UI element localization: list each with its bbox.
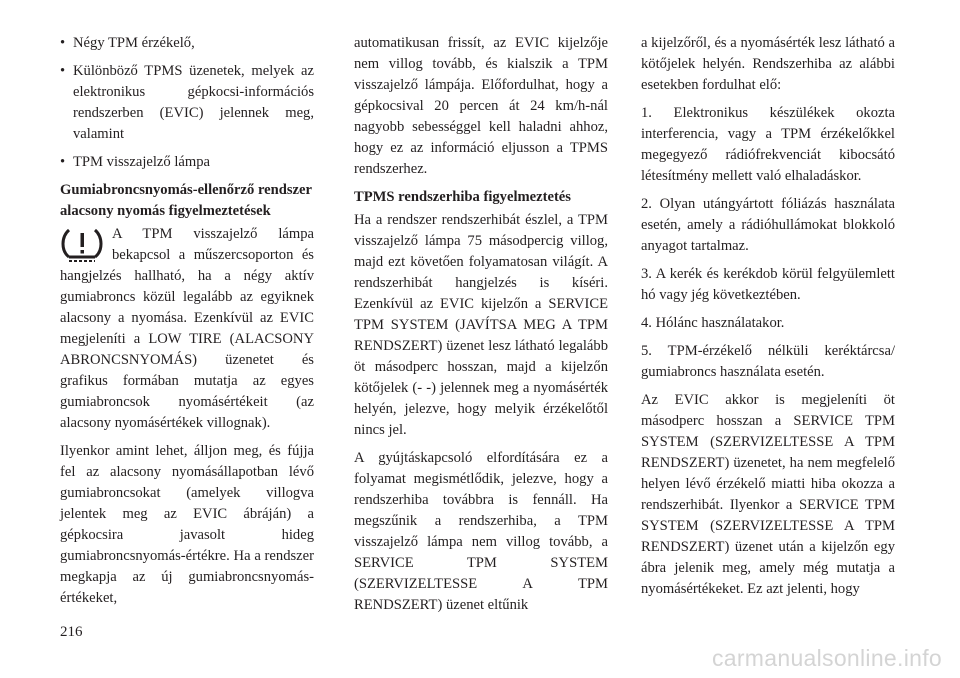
list-item: 5. TPM-érzékelő nélküli keréktárcsa/ gumiabroncs használata esetén. [641, 343, 895, 380]
list-item: 2. Olyan utángyártott fóliázás használata esetén, amely a rádióhullámokat blokkoló anyagot tartalmaz. [641, 196, 895, 254]
bullet-dot: • [60, 35, 66, 51]
paragraph: Az EVIC akkor is megjeleníti öt másodperc hosszan a SERVICE TPM SYSTEM (SZERVIZELTESSE A TPM RENDSZERT) üzenetet, ha nem megfelelő helyen lévő érzékelő miatti hiba okozza a rendszerhibát. Ilyenkor a SERVICE TPM SYSTEM (SZERVIZELTESSE A TPM RENDSZERT) üzenet után a kijelzőn egy ábra jelenik meg, amely még mutatja a nyomásértékeket. Ez azt jelenti, hogy [641, 392, 895, 597]
list-item: 3. A kerék és kerékdob körül felgyülemlett hó vagy jég következtében. [641, 266, 895, 303]
list-item: 1. Elektronikus készülékek okozta interferencia, vagy a TPM érzékelőkkel megegyező rádiófrekvenciát kibocsátó létesítmény mellett való elhaladáskor. [641, 105, 895, 184]
column-middle [354, 33, 608, 623]
section-heading: Gumiabroncsnyomás-ellenőrző rendszer alacsony nyomás figyelmeztetések [60, 182, 312, 219]
paragraph: Ha a rendszer rendszerhibát észlel, a TPM visszajelző lámpa 75 másodpercig villog, majd ezt követően folyamatosan világít. A rendszerhibát hangjelzés is kíséri. Ezenkívül az EVIC kijelzőn a SERVICE TPM SYSTEM (JAVÍTSA MEG A TPM RENDSZERT) üzenet lesz látható legalább öt másodperc hosszan, majd a kijelzőn kötőjelek (- -) jelennek meg a nyomásérték helyén, jelezve, hogy melyik érzékelőtől nincs jel. [354, 212, 608, 438]
paragraph: automatikusan frissít, az EVIC kijelzője nem villog tovább, és kialszik a TPM visszajelző lámpája. Előfordulhat, hogy a gépkocsival 20 percen át 24 km/h-nál nagyobb sebességgel kell haladni ahhoz, hogy ez az információ eljusson a TPMS rendszerhez. [354, 35, 608, 177]
bullet-dot: • [60, 63, 66, 79]
list-item [60, 61, 314, 145]
bullet-text: Különböző TPMS üzenetek, melyek az elektronikus gépkocsi-információs rendszerben (EVIC) jelennek meg, valamint [73, 63, 314, 142]
section-heading: TPMS rendszerhiba figyelmeztetés [354, 189, 571, 205]
bullet-dot: • [60, 154, 66, 170]
paragraph: Ilyenkor amint lehet, álljon meg, és fújja fel az alacsony nyomásállapotban lévő gumiabroncsokat (amelyek villogva jelentek meg az EVIC ábráján) a gépkocsira javasolt hideg gumiabroncsnyomás-értékre. Ha a rendszer megkapja az új gumiabroncsnyomás-értékeket, [60, 443, 314, 606]
list-item [60, 152, 314, 173]
bullet-text: Négy TPM érzékelő, [73, 35, 195, 51]
bullet-text: TPM visszajelző lámpa [73, 154, 210, 170]
warning-text: A TPM visszajelző lámpa bekapcsol a műszercsoporton és hangjelzés hallható, ha a négy aktív gumiabroncs közül legalább az egyiknek alacsony a nyomása. Ezenkívül az EVIC megjeleníti a LOW TIRE (ALACSONY ABRONCSNYOMÁS) üzenetet és grafikus formában mutatja az egyes gumiabroncsok nyomásértékeit (az alacsony nyomásértékek villognak). [60, 226, 314, 431]
page-number: 216 [60, 624, 83, 640]
column-right [641, 33, 895, 607]
warning-paragraph [60, 224, 314, 434]
watermark: carmanualsonline.info [711, 645, 942, 671]
tire-pressure-warning-icon [60, 226, 104, 266]
paragraph: A gyújtáskapcsoló elfordítására ez a folyamat megismétlődik, jelezve, hogy a rendszerhiba továbbra is fennáll. Ha megszűnik a rendszerhiba, a TPM visszajelző lámpa nem villog tovább, a SERVICE TPM SYSTEM (SZERVIZELTESSE A TPM RENDSZERT) üzenet eltűnik [354, 450, 608, 613]
list-item [60, 33, 314, 54]
list-item: 4. Hólánc használatakor. [641, 315, 785, 331]
paragraph: a kijelzőről, és a nyomásérték lesz látható a kötőjelek helyén. Rendszerhiba az alábbi esetekben fordulhat elő: [641, 35, 895, 93]
column-left [60, 33, 314, 616]
